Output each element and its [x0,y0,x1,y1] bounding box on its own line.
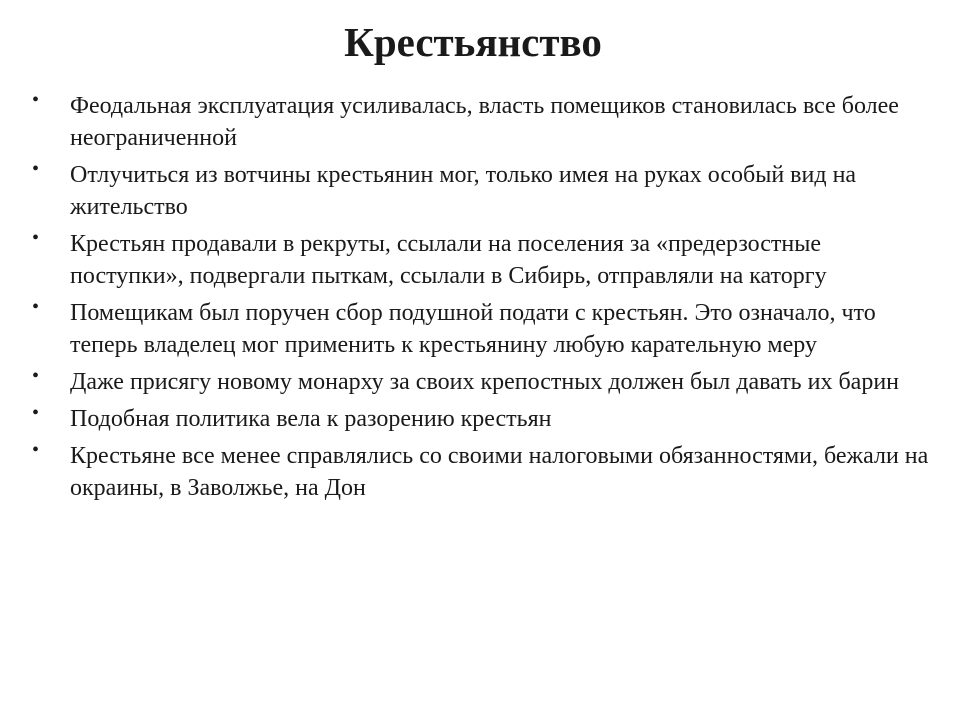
bullet-text: Отлучиться из вотчины крестьянин мог, только имея на руках особый вид на жительство [70,162,857,220]
bullet-list [30,90,930,509]
list-item [30,228,930,292]
list-item [30,366,930,398]
bullet-text: Феодальная эксплуатация усиливалась, власть помещиков становилась все более неограниченной [70,93,899,151]
slide-title: Крестьянство [344,19,602,65]
bullet-dot-icon: • [32,439,40,461]
bullet-dot-icon: • [32,296,40,318]
bullet-dot-icon: • [32,402,40,424]
bullet-text: Помещикам был поручен сбор подушной подати с крестьян. Это означало, что теперь владелец мог применить к крестьянину любую карательную меру [70,300,876,358]
bullet-dot-icon: • [32,227,40,249]
bullet-text: Крестьяне все менее справлялись со своими налоговыми обязанностями, бежали на окраины, в Заволжье, на Дон [70,443,929,501]
bullet-dot-icon: • [32,365,40,387]
bullet-dot-icon: • [32,89,40,111]
bullet-text: Крестьян продавали в рекруты, ссылали на поселения за «предерзостные поступки», подвергали пыткам, ссылали в Сибирь, отправляли на каторгу [70,231,827,289]
list-item [30,403,930,435]
list-item [30,159,930,223]
bullet-dot-icon: • [32,158,40,180]
list-item [30,440,930,504]
list-item [30,297,930,361]
bullet-text: Даже присягу новому монарху за своих крепостных должен был давать их барин [70,369,900,395]
list-item [30,90,930,154]
bullet-text: Подобная политика вела к разорению крестьян [70,406,552,432]
